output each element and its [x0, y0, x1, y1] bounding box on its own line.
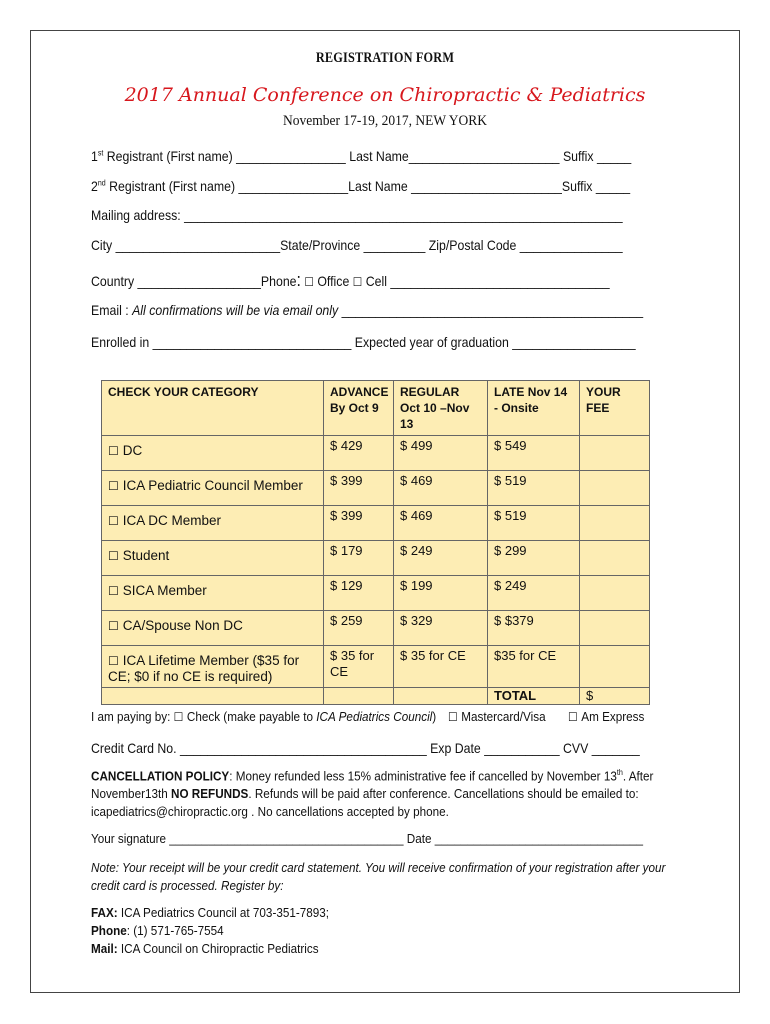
checkbox-icon[interactable]: ☐ — [108, 619, 119, 633]
late-price: $ 519 — [488, 506, 580, 541]
receipt-note-line2: credit card is processed. Register by: — [91, 878, 284, 893]
signature-date-field[interactable]: Your signature ____________________________________ Date ________________________________ — [91, 831, 643, 846]
category-cell[interactable]: ☐ ICA DC Member — [102, 506, 324, 541]
registrant-2-field[interactable]: 2nd Registrant (First name) ________________Last Name ______________________Suffix _____ — [91, 178, 631, 194]
regular-price: $ 249 — [394, 541, 488, 576]
table-row — [102, 541, 650, 576]
late-price: $ $379 — [488, 611, 580, 646]
category-cell[interactable]: ☐ ICA Lifetime Member ($35 for CE; $0 if no CE is required) — [102, 646, 324, 688]
regular-price: $ 199 — [394, 576, 488, 611]
header-your-fee: YOUR FEE — [580, 381, 650, 436]
category-cell[interactable]: ☐ SICA Member — [102, 576, 324, 611]
table-row — [102, 646, 650, 688]
table-row — [102, 576, 650, 611]
regular-price: $ 499 — [394, 436, 488, 471]
amex-checkbox[interactable]: ☐ — [568, 710, 578, 724]
regular-price: $ 469 — [394, 506, 488, 541]
form-title: REGISTRATION FORM — [315, 50, 455, 66]
late-price: $ 549 — [488, 436, 580, 471]
regular-price: $ 469 — [394, 471, 488, 506]
credit-card-field[interactable]: Credit Card No. ____________________________________ Exp Date ___________ CVV _______ — [91, 740, 640, 756]
total-value[interactable]: $ — [580, 688, 650, 705]
checkbox-icon[interactable]: ☐ — [108, 444, 119, 458]
city-state-zip-field[interactable]: City ________________________State/Province _________ Zip/Postal Code _______________ — [91, 237, 623, 253]
your-fee-cell[interactable] — [580, 541, 650, 576]
advance-price: $ 259 — [324, 611, 394, 646]
table-row — [102, 436, 650, 471]
contact-mail: Mail: ICA Council on Chiropractic Pediatrics — [91, 941, 319, 956]
advance-price: $ 35 for CE — [324, 646, 394, 688]
empty-cell — [102, 688, 324, 705]
cancellation-policy-line1: CANCELLATION POLICY: Money refunded less 15% administrative fee if cancelled by November 13th. After — [91, 768, 654, 784]
table-header-row — [102, 381, 650, 436]
mastercard-checkbox[interactable]: ☐ — [448, 710, 458, 724]
advance-price: $ 129 — [324, 576, 394, 611]
your-fee-cell[interactable] — [580, 611, 650, 646]
check-checkbox[interactable]: ☐ — [173, 710, 184, 724]
checkbox-icon[interactable]: ☐ — [108, 514, 119, 528]
cancellation-policy-line2: November13th NO REFUNDS. Refunds will be paid after conference. Cancellations should be emailed to: — [91, 786, 639, 801]
conference-dates: November 17-19, 2017, NEW YORK — [283, 113, 487, 129]
late-price: $35 for CE — [488, 646, 580, 688]
checkbox-icon[interactable]: ☐ — [108, 479, 119, 493]
category-cell[interactable]: ☐ ICA Pediatric Council Member — [102, 471, 324, 506]
total-label: TOTAL — [488, 688, 580, 705]
header-advance: ADVANCE By Oct 9 — [324, 381, 394, 436]
registrant-1-field[interactable]: 1st Registrant (First name) ________________ Last Name______________________ Suffix _____ — [91, 148, 632, 164]
empty-cell — [394, 688, 488, 705]
amex-option[interactable]: ☐ Am Express — [568, 709, 645, 724]
table-row — [102, 471, 650, 506]
cancellation-policy-line3: icapediatrics@chiropractic.org . No cancellations accepted by phone. — [91, 804, 449, 819]
empty-cell — [324, 688, 394, 705]
contact-phone: Phone: (1) 571-765-7554 — [91, 923, 224, 938]
your-fee-cell[interactable] — [580, 506, 650, 541]
advance-price: $ 179 — [324, 541, 394, 576]
header-category: CHECK YOUR CATEGORY — [102, 381, 324, 436]
contact-fax: FAX: ICA Pediatrics Council at 703-351-7893; — [91, 905, 330, 920]
mastercard-option[interactable]: ☐ Mastercard/Visa — [448, 709, 546, 724]
table-row — [102, 611, 650, 646]
your-fee-cell[interactable] — [580, 436, 650, 471]
your-fee-cell[interactable] — [580, 576, 650, 611]
total-row — [102, 688, 650, 705]
receipt-note-line1: Note: Your receipt will be your credit card statement. You will receive confirmation of your registration after your — [91, 860, 666, 875]
checkbox-icon[interactable]: ☐ — [108, 654, 119, 668]
checkbox-icon[interactable]: ☐ — [108, 584, 119, 598]
category-fee-table — [101, 380, 650, 705]
late-price: $ 519 — [488, 471, 580, 506]
regular-price: $ 35 for CE — [394, 646, 488, 688]
your-fee-cell[interactable] — [580, 646, 650, 688]
advance-price: $ 429 — [324, 436, 394, 471]
your-fee-cell[interactable] — [580, 471, 650, 506]
header-regular: REGULAR Oct 10 –Nov 13 — [394, 381, 488, 436]
email-field[interactable]: Email : All confirmations will be via email only ____________________________________________ — [91, 302, 644, 318]
category-cell[interactable]: ☐ Student — [102, 541, 324, 576]
mailing-address-field[interactable]: Mailing address: ________________________________________________________________ — [91, 207, 623, 223]
conference-title: 2017 Annual Conference on Chiropractic & Pediatrics — [124, 84, 646, 106]
advance-price: $ 399 — [324, 471, 394, 506]
cell-checkbox[interactable]: ☐ — [352, 275, 363, 289]
regular-price: $ 329 — [394, 611, 488, 646]
country-phone-field[interactable]: Country __________________Phone: ☐ Office ☐ Cell ________________________________ — [91, 270, 610, 290]
checkbox-icon[interactable]: ☐ — [108, 549, 119, 563]
category-cell[interactable]: ☐ CA/Spouse Non DC — [102, 611, 324, 646]
header-late: LATE Nov 14 - Onsite — [488, 381, 580, 436]
table-row — [102, 506, 650, 541]
late-price: $ 299 — [488, 541, 580, 576]
advance-price: $ 399 — [324, 506, 394, 541]
office-checkbox[interactable]: ☐ — [304, 275, 314, 289]
late-price: $ 249 — [488, 576, 580, 611]
category-cell[interactable]: ☐ DC — [102, 436, 324, 471]
payment-method: I am paying by: ☐ Check (make payable to ICA Pediatrics Council) — [91, 709, 437, 724]
enrolled-field[interactable]: Enrolled in _____________________________ Expected year of graduation __________________ — [91, 334, 636, 350]
